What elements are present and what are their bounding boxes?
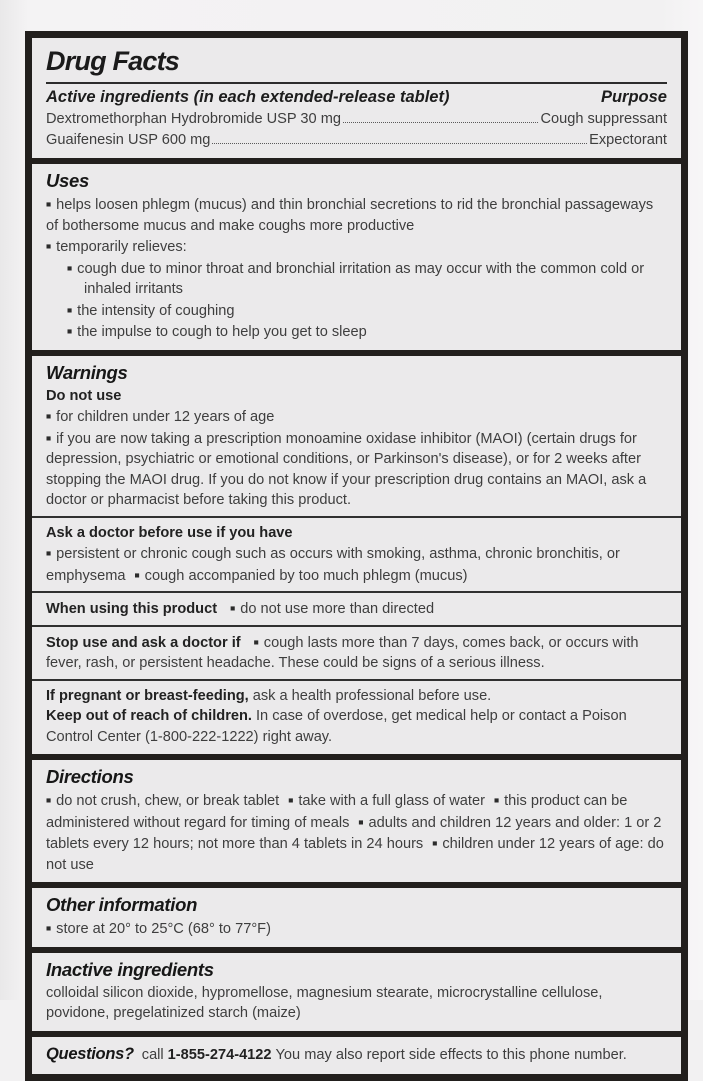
direction-text: this product can be administered without regard for timing of meals	[46, 793, 628, 831]
stop-use-text: cough lasts more than 7 days, comes back, or occurs with fever, rash, or persistent headache. These could be signs of a serious illness.	[46, 634, 639, 671]
warning-text: persistent or chronic cough such as occurs with smoking, asthma, chronic bronchitis, or emphysema	[46, 546, 620, 584]
uses-bullet-text: temporarily relieves:	[56, 239, 187, 255]
bullet-icon: ■	[46, 548, 52, 558]
bullet-icon: ■	[67, 262, 73, 273]
section-uses	[32, 164, 681, 350]
purpose-heading: Purpose	[600, 88, 667, 106]
dot-leader	[343, 122, 538, 123]
ingredient-row	[46, 109, 667, 130]
when-using-row	[46, 598, 667, 620]
bullet-icon: ■	[432, 838, 438, 848]
active-ingredients-heading: Active ingredients (in each extended-release tablet)	[46, 88, 450, 106]
other-information-heading: Other information	[46, 894, 198, 915]
when-using-lead: When using this product	[46, 601, 218, 617]
storage-text: store at 20° to 25°C (68° to 77°F)	[56, 921, 271, 937]
bullet-icon: ■	[493, 795, 500, 805]
ask-doctor-heading: Ask a doctor before use if you have	[46, 524, 293, 541]
uses-sub-bullet	[46, 300, 667, 322]
warning-bullet	[46, 428, 667, 511]
drug-facts-title: Drug Facts	[46, 46, 180, 76]
uses-sub-bullet	[46, 321, 667, 343]
uses-bullet-text: helps loosen phlegm (mucus) and thin bronchial secretions to rid the bronchial passageways of bothersome mucus and make coughs more productive	[46, 197, 654, 234]
direction-text: adults and children 12 years and older: 1 or 2 tablets every 12 hours; not more than 4 tablets in 24 hours	[46, 814, 662, 852]
ingredient-purpose: Expectorant	[589, 132, 667, 148]
stop-use-lead: Stop use and ask a doctor if	[46, 634, 241, 651]
drug-facts-label	[25, 31, 688, 1081]
uses-bullet	[46, 194, 667, 236]
ingredient-name: Guaifenesin USP 600 mg	[46, 132, 211, 148]
pregnant-lead: If pregnant or breast-feeding,	[46, 687, 249, 704]
questions-note: You may also report side effects to this phone number.	[275, 1046, 627, 1063]
direction-text: do not crush, chew, or break tablet	[56, 793, 280, 809]
bullet-icon: ■	[46, 199, 52, 209]
section-active-ingredients	[32, 38, 681, 158]
section-warnings	[32, 356, 681, 755]
bullet-icon: ■	[46, 795, 52, 805]
section-directions	[32, 760, 681, 882]
bullet-icon: ■	[134, 569, 140, 580]
inactive-ingredients-text: colloidal silicon dioxide, hypromellose, magnesium stearate, microcrystalline cellulose, povidone, pregelatinized starch (maize)	[46, 984, 603, 1021]
section-divider	[32, 679, 681, 681]
call-label: call	[141, 1046, 164, 1063]
keep-out-text: In case of overdose, get medical help or contact a Poison Control Center (1-800-222-1222) right away.	[46, 708, 627, 745]
active-ingredients-heading-row	[46, 87, 667, 108]
ingredient-purpose: Cough suppressant	[540, 111, 667, 127]
bullet-icon: ■	[67, 304, 73, 315]
direction-text: children under 12 years of age: do not use	[46, 836, 664, 873]
storage-bullet	[46, 918, 667, 940]
uses-heading: Uses	[46, 170, 90, 191]
warning-bullet	[46, 406, 667, 428]
uses-sub-bullet	[46, 258, 667, 300]
keep-out-row	[46, 706, 667, 747]
directions-heading: Directions	[46, 766, 134, 787]
bullet-icon: ■	[253, 636, 259, 647]
questions-row	[46, 1040, 667, 1068]
section-inactive-ingredients	[32, 953, 681, 1031]
ingredient-row	[46, 130, 667, 151]
bullet-icon: ■	[67, 326, 73, 336]
dot-leader	[212, 143, 587, 144]
uses-sub-bullet-text: cough due to minor throat and bronchial irritation as may occur with the common cold or inhaled irritants	[77, 260, 645, 297]
pregnant-text: ask a health professional before use.	[252, 687, 492, 704]
inactive-ingredients-heading: Inactive ingredients	[46, 958, 214, 980]
warning-text: for children under 12 years of age	[56, 409, 275, 425]
bullet-icon: ■	[46, 411, 52, 421]
bullet-icon: ■	[46, 432, 52, 443]
bullet-icon: ■	[46, 241, 52, 251]
warning-text: cough accompanied by too much phlegm (mucus)	[144, 567, 468, 584]
section-divider	[32, 625, 681, 627]
bullet-icon: ■	[288, 795, 294, 805]
when-using-text: do not use more than directed	[240, 601, 435, 617]
ingredient-name: Dextromethorphan Hydrobromide USP 30 mg	[46, 111, 341, 127]
direction-text: take with a full glass of water	[298, 793, 485, 809]
bullet-icon: ■	[46, 923, 52, 933]
bullet-icon: ■	[358, 816, 364, 827]
bullet-icon: ■	[230, 603, 236, 613]
title-rule	[46, 82, 667, 84]
directions-bullets	[46, 790, 667, 875]
section-divider	[32, 516, 681, 518]
warnings-heading: Warnings	[46, 361, 128, 383]
pregnant-row	[46, 686, 667, 707]
stop-use-row	[46, 632, 667, 674]
phone-number: 1-855-274-4122	[167, 1046, 272, 1063]
keep-out-lead: Keep out of reach of children.	[46, 708, 252, 724]
section-questions	[32, 1037, 681, 1075]
section-divider	[32, 591, 681, 593]
ask-doctor-bullets	[46, 543, 667, 586]
questions-heading: Questions?	[46, 1044, 134, 1063]
uses-bullet	[46, 236, 667, 258]
section-other-information	[32, 888, 681, 947]
uses-sub-bullet-text: the intensity of coughing	[77, 302, 235, 319]
do-not-use-heading: Do not use	[46, 387, 122, 404]
uses-sub-bullet-text: the impulse to cough to help you get to sleep	[77, 324, 367, 340]
warning-text: if you are now taking a prescription monoamine oxidase inhibitor (MAOI) (certain drugs for depression, psychiatric or emotional conditions, or Parkinson's disease), or for 2 weeks after stopping the MAOI drug. If you do not know if your prescription drug contains an MAOI, ask a doctor or pharmacist before taking this product.	[46, 430, 647, 508]
